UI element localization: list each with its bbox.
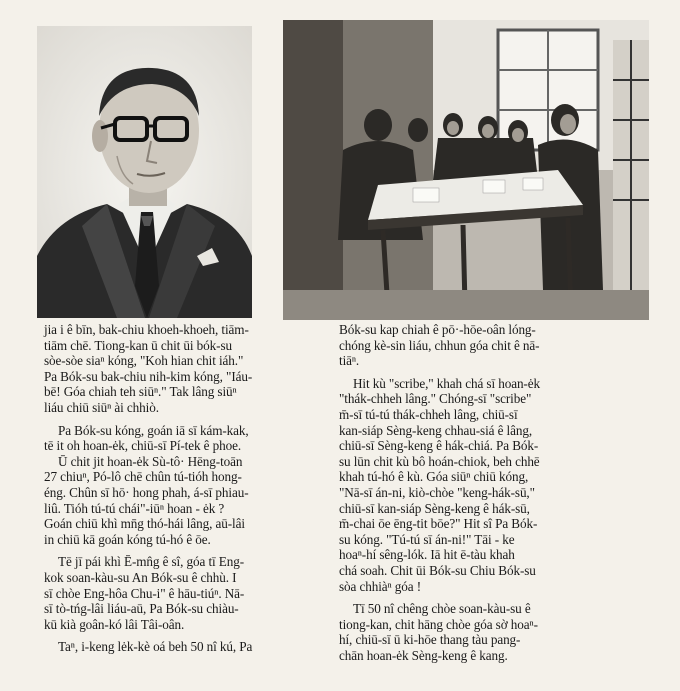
left-text-column xyxy=(44,322,314,655)
text-line: liáu chiū siūⁿ ài chhiò. xyxy=(44,399,159,415)
text-line: bē! Góa chiah teh siūⁿ." Tak lâng siūⁿ xyxy=(44,384,237,400)
paragraph-1 xyxy=(44,322,314,416)
text-line: sòa chhiàⁿ góa ! xyxy=(339,578,422,594)
text-line: "thák-chheh lâng." Chóng-sī "scribe" xyxy=(339,391,532,407)
text-line: m̄-chai ōe ēng-tit bōe?" Hit sî Pa Bók- xyxy=(339,516,538,532)
text-line: tiām chē. Tiong-kan ū chit ūi bók-su xyxy=(44,337,232,353)
text-line: su kóng. "Tú-tú sī án-ni!" Tāi - ke xyxy=(339,531,515,547)
text-line: 27 chiuⁿ, Pó-lô chē chûn tú-tióh hong- xyxy=(44,469,242,485)
text-line: kan-siáp Sèng-keng chhau-siá ê lâng, xyxy=(339,422,533,438)
paragraph-3 xyxy=(339,601,661,663)
text-line: tē it oh hoan-ėk, chiū-sī Pí-tek ê phoe. xyxy=(44,438,242,454)
text-line: kok soan-kàu-su An Bók-su ê chhù. I xyxy=(44,569,237,585)
paragraph-3 xyxy=(44,554,314,632)
right-text-column xyxy=(339,322,661,663)
text-line: chiū-sī kan-siáp Sèng-keng ê hák-sū, xyxy=(339,500,530,516)
text-line: hoaⁿ-hí sêng-lók. Iā hit ē-tàu khah xyxy=(339,547,515,563)
text-line: chóng kè-sin liáu, chhun góa chit ê nā- xyxy=(339,337,540,353)
text-line: Ū chit jit hoan-ėk Sù-tô· Hēng-toān xyxy=(58,453,243,469)
text-line: Taⁿ, i-keng lėk-kè oá beh 50 nî kú, Pa xyxy=(58,639,253,655)
text-line: kū kià goân-kó lâi Tâi-oân. xyxy=(44,616,185,632)
text-line: Tī 50 nî chêng chòe soan-kàu-su ê xyxy=(353,601,531,617)
text-line: liû. Tióh tú-tú chái"-iūⁿ hoan - ėk ? xyxy=(44,500,225,516)
text-line: su lūn chit kù bô hoán-chiok, beh chhē xyxy=(339,453,540,469)
text-line: éng. Chûn sī hō· hong phah, á-sī phiau- xyxy=(44,484,249,500)
paragraph-4 xyxy=(44,639,314,655)
text-line: tiāⁿ. xyxy=(339,353,360,369)
text-line: tiong-kan, chit hāng chòe góa sờ hoaⁿ- xyxy=(339,616,538,632)
text-line: jia i ê bīn, bak-chiu khoeh-khoeh, tiām- xyxy=(44,322,249,337)
portrait-photo xyxy=(37,26,252,318)
paragraph-2 xyxy=(44,423,314,548)
paragraph-2 xyxy=(339,376,661,594)
text-line: Tē jī pái khì Ē-mn̂g ê sî, góa tī Eng- xyxy=(58,554,245,570)
meeting-photo xyxy=(283,20,649,320)
text-line: khah tú-hó ê kù. Góa siūⁿ chiū kóng, xyxy=(339,469,529,485)
text-line: m̄-sī tú-tú thák-chheh lâng, chiū-sī xyxy=(339,406,518,422)
paragraph-1 xyxy=(339,322,661,369)
text-line: in chiū kā goán kóng tú-hó ê ōe. xyxy=(44,531,211,547)
text-line: "Nā-sī án-ni, kiò-chòe "keng-hák-sū," xyxy=(339,484,535,500)
text-line: hí, chiū-sī ū ki-hōe thang tàu pang- xyxy=(339,632,521,648)
text-line: Pa Bók-su kóng, goán iā sī kám-kak, xyxy=(58,422,249,438)
text-line: sòe-sòe siaⁿ kóng, "Koh hian chit iáh." xyxy=(44,353,244,369)
text-line: Pa Bók-su bak-chiu nih-kim kóng, "Iáu- xyxy=(44,368,253,384)
text-line: chiū-sī Sèng-keng ê hák-chiá. Pa Bók- xyxy=(339,438,539,454)
text-line: Bók-su kap chiah ê pō·-hōe-oân lóng- xyxy=(339,322,536,337)
text-line: Goán chiū khì mn̄g thó-hái lâng, aū-lâi xyxy=(44,516,245,532)
text-line: chān hoan-ėk Sèng-keng ê kang. xyxy=(339,647,508,663)
text-line: chá soah. Chit ūi Bók-su Chiu Bók-su xyxy=(339,562,536,578)
text-line: sī tò-tńg-lâi liáu-aū, Pa Bók-su chiàu- xyxy=(44,601,239,617)
text-line: sī chòe Eng-hôa Chu-i" ê hāu-tiúⁿ. Nā- xyxy=(44,585,245,601)
text-line: Hit kù "scribe," khah chá sī hoan-ėk xyxy=(353,375,540,391)
